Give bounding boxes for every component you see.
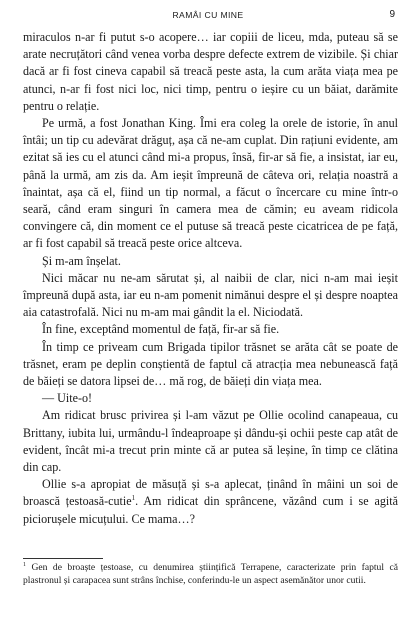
paragraph: În timp ce priveam cum Brigada tipilor trăsnet se arăta cât se poate de trăsnet, eram pe deplin conștientă de faptul că atracția mea nebunească față de băieți se datora lipsei de… mă rog, de băieți din viața mea. xyxy=(23,339,398,389)
footnote xyxy=(23,562,398,587)
body-text xyxy=(23,29,398,528)
paragraph: Pe urmă, a fost Jonathan King. Îmi era coleg la orele de istorie, în anul întâi; un tip cu adevărat drăguț, așa că ne-am cuplat. Din rațiuni evidente, am ezitat să ies cu el atunci când mi-a propus, însă, fir-ar să fie, a insistat, iar eu, până la urmă, am zis da. Am ieșit împreună de câteva ori, relația noastră a înaintat, așa că el, fiind un tip normal, a făcut o încercare cu mine într-o seară, când eram singuri în camera mea de cămin; eu aveam ridicola convingere că, din moment ce el putuse să treacă peste cicatricea de pe față, ar fi fost capabil să treacă peste orice altceva. xyxy=(23,116,398,251)
paragraph-continued: miraculos n-ar fi putut s-o acopere… iar copiii de liceu, mda, puteau să se arate necruțători când venea vorba despre defecte extrem de vizibile. Și chiar dacă ar fi fost cineva capabil să treacă peste asta, la cum arăta viața mea pe atunci, n-ar fi fost nici loc, nici timp, pentru o ieșire cu un băiat, darămite pentru o relație. xyxy=(23,30,398,113)
footnote-reference[interactable]: 1 xyxy=(131,494,136,503)
paragraph-text: Ollie s-a apropiat de măsuță și s-a aplecat, ținând în mâini un soi de broască țestoasă-cutie xyxy=(23,477,398,509)
footnote-text: Gen de broaște țestoase, cu denumirea științifică Terrapene, caracterizate prin faptul că plastronul și carapacea sunt strâns închise, conferindu-le un aspect asemănător unor cutii. xyxy=(23,562,398,586)
page-number: 9 xyxy=(389,9,395,20)
paragraph-text: . Am ridicat din sprâncene, văzând cum i se agită piciorușele micuțului. Ce mama…? xyxy=(23,494,398,526)
paragraph: În fine, exceptând momentul de față, fir-ar să fie. xyxy=(42,322,280,337)
paragraph-with-footnote xyxy=(23,476,398,528)
footnote-divider xyxy=(23,558,103,559)
paragraph: Și m-am înșelat. xyxy=(42,253,121,268)
paragraph: Nici măcar nu ne-am sărutat și, al naibii de clar, nici n-am mai ieșit împreună după asta, iar eu n-am pomenit nimănui despre el și despre noaptea aia catastrofală. Nici nu m-am mai gândit la el. Niciodată. xyxy=(23,270,398,320)
paragraph: Am ridicat brusc privirea și l-am văzut pe Ollie ocolind canapeaua, cu Brittany, iubita lui, urmându-l îndeaproape și dându-și ochii peste cap atât de evident, încât mi-a trecut prin minte că ar putea să leșine, în timp ce clătina din cap. xyxy=(23,408,398,475)
footnote-mark: 1 xyxy=(23,561,26,568)
running-header xyxy=(0,7,416,23)
dialogue-line: — Uite-o! xyxy=(42,391,93,406)
running-title: RAMÂI CU MINE xyxy=(172,10,244,20)
